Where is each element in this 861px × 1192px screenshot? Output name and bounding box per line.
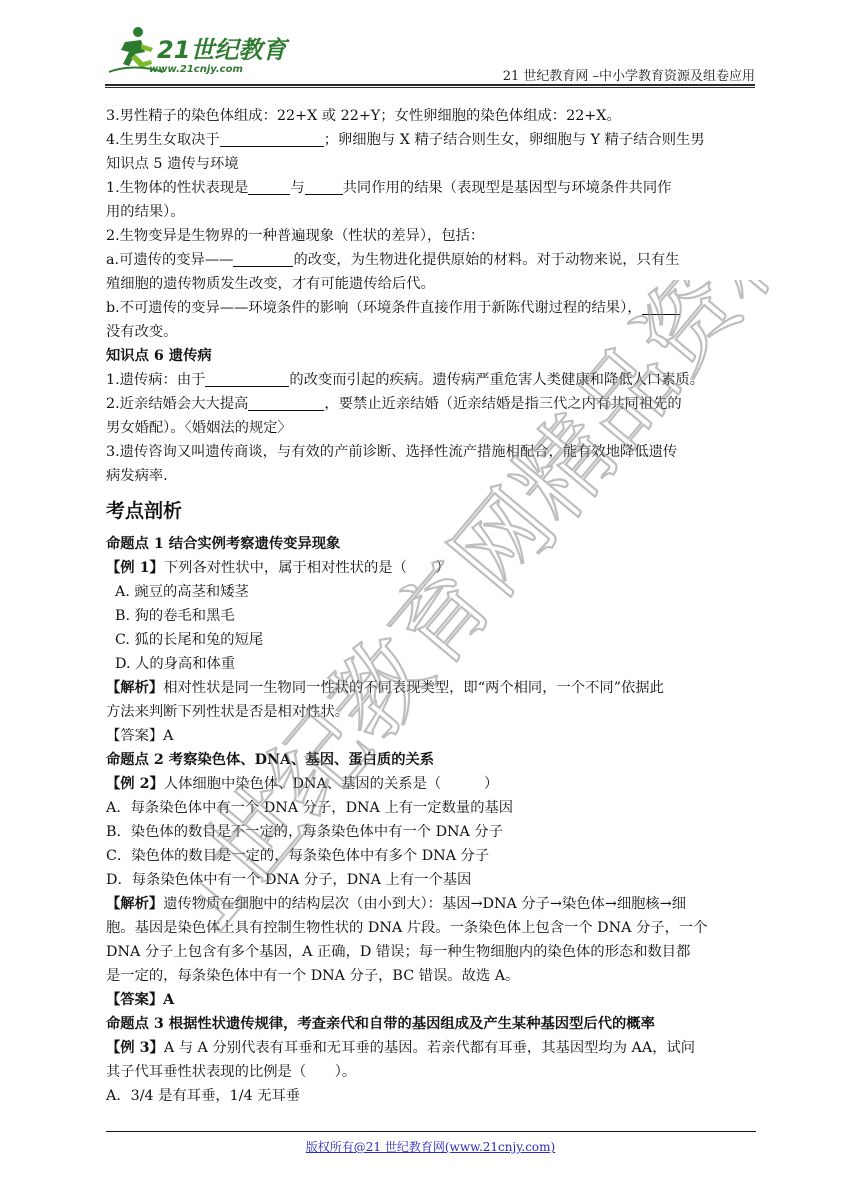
fill-blank[interactable]	[305, 178, 343, 195]
header-divider-thin	[105, 87, 755, 88]
topic-heading: 命题点 1 结合实例考察遗传变异现象	[106, 536, 341, 552]
topic-heading: 命题点 3 根据性状遗传规律，考查亲代和自带的基因组成及产生某种基因型后代的概率	[106, 1016, 655, 1032]
example-question: 【例 2】人体细胞中染色体、DNA、基因的关系是（ ）	[106, 776, 499, 792]
analysis-text: 胞。基因是染色体上具有控制生物性状的 DNA 片段。一条染色体上包含一个 DNA 分子，一个	[106, 920, 708, 936]
analysis-text: DNA 分子上包含有多个基因，A 正确，D 错误；每一种生物细胞内的染色体的形态和数目都	[106, 944, 691, 960]
fill-blank[interactable]	[220, 130, 324, 147]
analysis-text: 【解析】遗传物质在细胞中的结构层次（由小到大）：基因→DNA 分子→染色体→细胞核→细	[106, 896, 686, 912]
text-line: 3.男性精子的染色体组成：22+X 或 22+Y；女性卵细胞的染色体组成：22+X。	[106, 108, 621, 124]
example-question: 其子代耳垂性状表现的比例是（ ）。	[106, 1064, 357, 1080]
text-line: 2.生物变异是生物界的一种普遍现象（性状的差异），包括：	[106, 228, 485, 244]
knowledge-point-heading: 知识点 6 遗传病	[106, 348, 212, 364]
text-line: 殖细胞的遗传物质发生改变，才有可能遗传给后代。	[106, 276, 435, 292]
text-line: 用的结果）。	[106, 204, 185, 220]
option-item: A. 豌豆的高茎和矮茎	[115, 584, 249, 600]
fill-blank[interactable]	[248, 178, 290, 195]
option-item: B．染色体的数目是不一定的，每条染色体中有一个 DNA 分子	[106, 824, 504, 840]
fill-blank[interactable]	[248, 394, 324, 411]
option-item: D．每条染色体中有一个 DNA 分子，DNA 上有一个基因	[106, 872, 472, 888]
fill-blank[interactable]	[205, 370, 289, 387]
text-line: 男女婚配）。〈婚姻法的规定〉	[106, 420, 292, 436]
page-header	[105, 20, 755, 86]
document-body	[106, 104, 756, 1108]
option-item: C. 狐的长尾和兔的短尾	[115, 632, 264, 648]
text-line: 3.遗传咨询又叫遗传商谈，与有效的产前诊断、选择性流产措施相配合，能有效地降低遗传	[106, 444, 678, 460]
analysis-text: 方法来判断下列性状是否是相对性状。	[106, 704, 350, 720]
subheading: 知识点 5 遗传与环境	[106, 156, 239, 172]
text-line: b.不可遗传的变异——环境条件的影响（环境条件直接作用于新陈代谢过程的结果），	[106, 296, 756, 320]
site-logo[interactable]	[105, 22, 305, 84]
answer-text: 【答案】A	[106, 728, 174, 744]
text-line: 2.近亲结婚会大大提高 ，要禁止近亲结婚（近亲结婚是指三代之内有共同祖先的	[106, 396, 682, 412]
option-item: A．3/4 是有耳垂，1/4 无耳垂	[106, 1088, 301, 1104]
option-item: A．每条染色体中有一个 DNA 分子，DNA 上有一定数量的基因	[106, 800, 514, 816]
header-site-name: 21 世纪教育网 –中小学教育资源及组卷应用	[502, 69, 755, 84]
text-line: 1.生物体的性状表现是 与 共同作用的结果（表现型是基因型与环境条件共同作	[106, 180, 672, 196]
logo-text: 21世纪教育	[157, 36, 287, 64]
answer-text: 【答案】A	[106, 992, 175, 1008]
text-line: 病发病率.	[106, 468, 168, 484]
footer-divider	[106, 1131, 756, 1132]
option-item: C．染色体的数目是一定的，每条染色体中有多个 DNA 分子	[106, 848, 490, 864]
watermark-text: 21世纪教育网精品资料	[200, 280, 780, 940]
analysis-text: 是一定的，每条染色体中有一个 DNA 分子，BC 错误。故选 A。	[106, 968, 520, 984]
example-question: 【例 1】下列各对性状中，属于相对性状的是（ ）	[106, 560, 450, 576]
analysis-text: 【解析】相对性状是同一生物同一性状的不同表现类型，即“两个相同，一个不同”依据此	[106, 680, 664, 696]
logo-url: www.21cnjy.com	[149, 64, 243, 75]
text-line: a.可遗传的变异—— 的改变，为生物进化提供原始的材料。对于动物来说，只有生	[106, 252, 680, 268]
text-line: 1.遗传病：由于 的改变而引起的疾病。遗传病严重危害人类健康和降低人口素质。	[106, 372, 705, 388]
text-line: 4.生男生女取决于 ；卵细胞与 X 精子结合则生女，卵细胞与 Y 精子结合则生男	[106, 132, 705, 148]
fill-blank[interactable]	[642, 298, 680, 315]
option-item: D. 人的身高和体重	[115, 656, 236, 672]
example-question: 【例 3】A 与 A 分别代表有耳垂和无耳垂的基因。若亲代都有耳垂，其基因型均为 AA，试问	[106, 1040, 696, 1056]
footer-copyright[interactable]: 版权所有@21 世纪教育网(www.21cnjy.com)	[305, 1140, 556, 1154]
header-divider	[105, 84, 755, 86]
section-title: 考点剖析	[106, 500, 183, 522]
option-item: B. 狗的卷毛和黑毛	[115, 608, 235, 624]
topic-heading: 命题点 2 考察染色体、DNA、基因、蛋白质的关系	[106, 752, 435, 768]
fill-blank[interactable]	[233, 250, 293, 267]
text-line: 没有改变。	[106, 324, 178, 340]
